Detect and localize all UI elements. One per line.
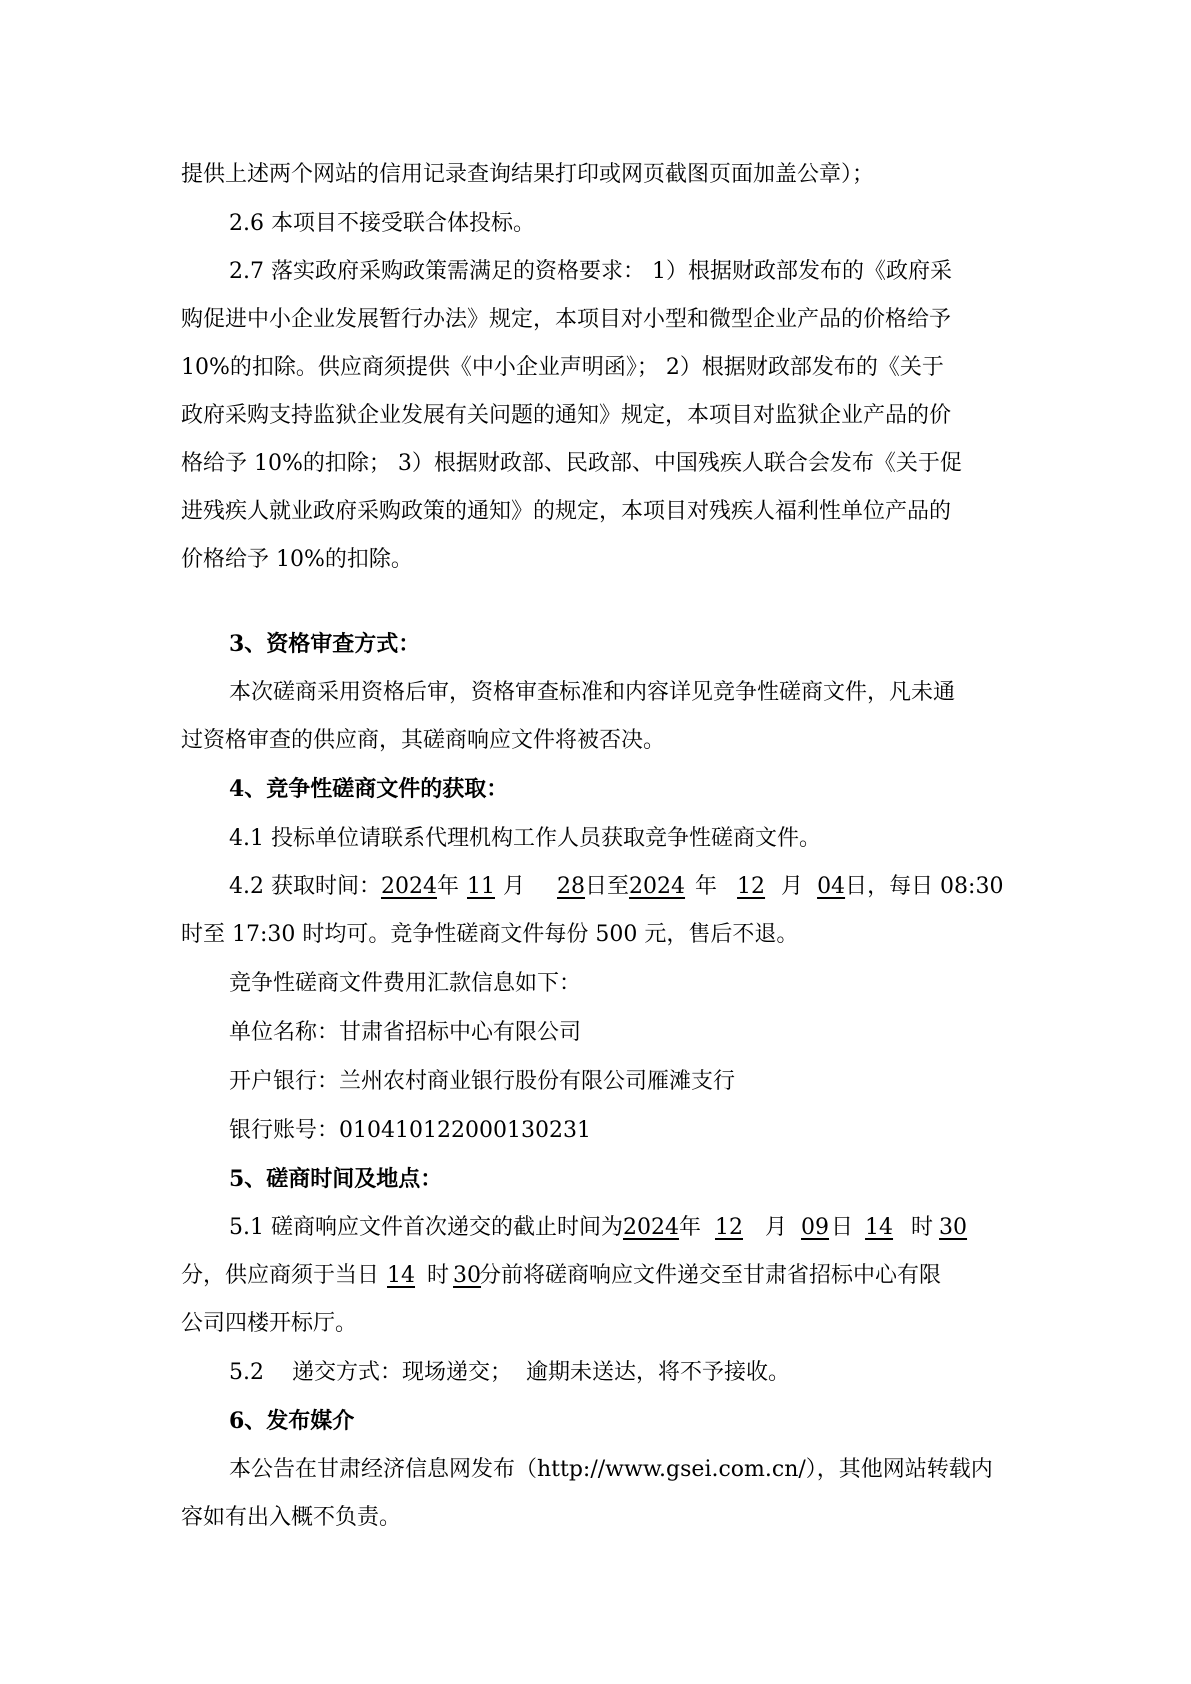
clause-5-1-line1 [181,1204,1017,1252]
clause-5-1-line2-prefix: 分，供应商须于当日 [181,1263,380,1288]
fee-intro: 竞争性磋商文件费用汇款信息如下： [229,971,582,996]
clause-2-7-line: 10%的扣除。供应商须提供《中小企业声明函》； 2）根据财政部发布的《关于 [181,355,944,380]
section-3-body [181,669,1017,765]
clause-5-2: 5.2 递交方式：现场递交； 逾期未送达，将不予接收。 [229,1360,790,1385]
clause-5-1-line2 [181,1252,1017,1300]
clause-4-1: 4.1 投标单位请联系代理机构工作人员获取竞争性磋商文件。 [229,826,821,851]
clause-2-7-line: 2.7 落实政府采购政策需满足的资格要求： 1）根据财政部发布的《政府采 [229,259,952,284]
field-month-end: 12 [737,874,766,899]
section-6-body [181,1446,1017,1542]
month-label: 月 [765,1215,788,1240]
field-year-end: 2024 [629,874,686,899]
s2-continuation-line: 提供上述两个网站的信用记录查询结果打印或网页截图页面加盖公章）； [181,162,875,187]
clause-5-1-line3: 公司四楼开标厅。 [181,1311,358,1336]
clause-5-1-line2-suffix: 分前将磋商响应文件递交至甘肃省招标中心有限 [479,1263,942,1288]
field-same-day-hour: 14 [387,1263,416,1288]
clause-2-7-line: 进残疾人就业政府采购政策的通知》的规定，本项目对残疾人福利性单位产品的 [181,499,952,524]
hour-label: 时 [911,1215,934,1240]
clause-4-2 [181,863,1017,959]
clause-4-2-line1 [181,863,1017,911]
clause-5-1-prefix: 5.1 磋商响应文件首次递交的截止时间为 [229,1215,623,1240]
clause-2-7 [181,248,1017,584]
payee-unit: 单位名称：甘肃省招标中心有限公司 [229,1020,582,1045]
year-label: 年 [678,1215,701,1240]
month-label: 月 [781,874,804,899]
field-month-start: 11 [467,874,495,899]
clause-2-7-line: 格给予 10%的扣除； 3）根据财政部、民政部、中国残疾人联合会发布《关于促 [181,451,962,476]
clause-4-2-prefix: 4.2 获取时间： [229,874,381,899]
document-page [181,150,1017,1542]
section-3-heading: 3、资格审查方式： [229,631,421,657]
section-4-heading: 4、竞争性磋商文件的获取： [229,776,509,802]
section-6-line: 本公告在甘肃经济信息网发布（http://www.gsei.com.cn/），其他网站转载内 [229,1457,993,1482]
field-deadline-day: 09 [801,1215,830,1240]
field-deadline-year: 2024 [622,1215,679,1240]
year-label: 年 [436,874,459,899]
clause-4-2-line2: 时至 17:30 时均可。竞争性磋商文件每份 500 元，售后不退。 [181,922,799,947]
clause-2-7-line: 政府采购支持监狱企业发展有关问题的通知》规定，本项目对监狱企业产品的价 [181,403,952,428]
year-label: 年 [695,874,718,899]
clause-5-1 [181,1204,1017,1348]
section-3-line: 本次磋商采用资格后审，资格审查标准和内容详见竞争性磋商文件，凡未通 [229,680,956,705]
payee-account: 银行账号：010410122000130231 [229,1118,591,1143]
field-deadline-month: 12 [715,1215,743,1240]
field-day-end: 04 [817,874,846,899]
clause-2-7-line: 价格给予 10%的扣除。 [181,547,413,572]
clause-2-6: 2.6 本项目不接受联合体投标。 [229,211,535,236]
clause-2-7-line: 购促进中小企业发展暂行办法》规定，本项目对小型和微型企业产品的价格给予 [181,307,952,332]
field-day-start: 28 [557,874,586,899]
payee-bank: 开户银行：兰州农村商业银行股份有限公司雁滩支行 [229,1069,736,1094]
section-gap [181,584,1017,620]
field-same-day-minute: 30 [453,1263,482,1288]
field-deadline-hour: 14 [865,1215,894,1240]
field-year-start: 2024 [380,874,437,899]
section-6-line: 容如有出入概不负责。 [181,1505,402,1530]
section-6-heading: 6、发布媒介 [229,1408,355,1434]
day-label: 日 [831,1215,854,1240]
month-label: 月 [503,874,526,899]
clause-4-2-suffix: 日，每日 08:30 [845,874,1004,899]
field-deadline-minute: 30 [939,1215,968,1240]
day-to-label: 日至 [585,874,630,899]
section-5-heading: 5、磋商时间及地点： [229,1166,443,1192]
section-3-line: 过资格审查的供应商，其磋商响应文件将被否决。 [181,728,666,753]
hour-label: 时 [427,1263,450,1288]
